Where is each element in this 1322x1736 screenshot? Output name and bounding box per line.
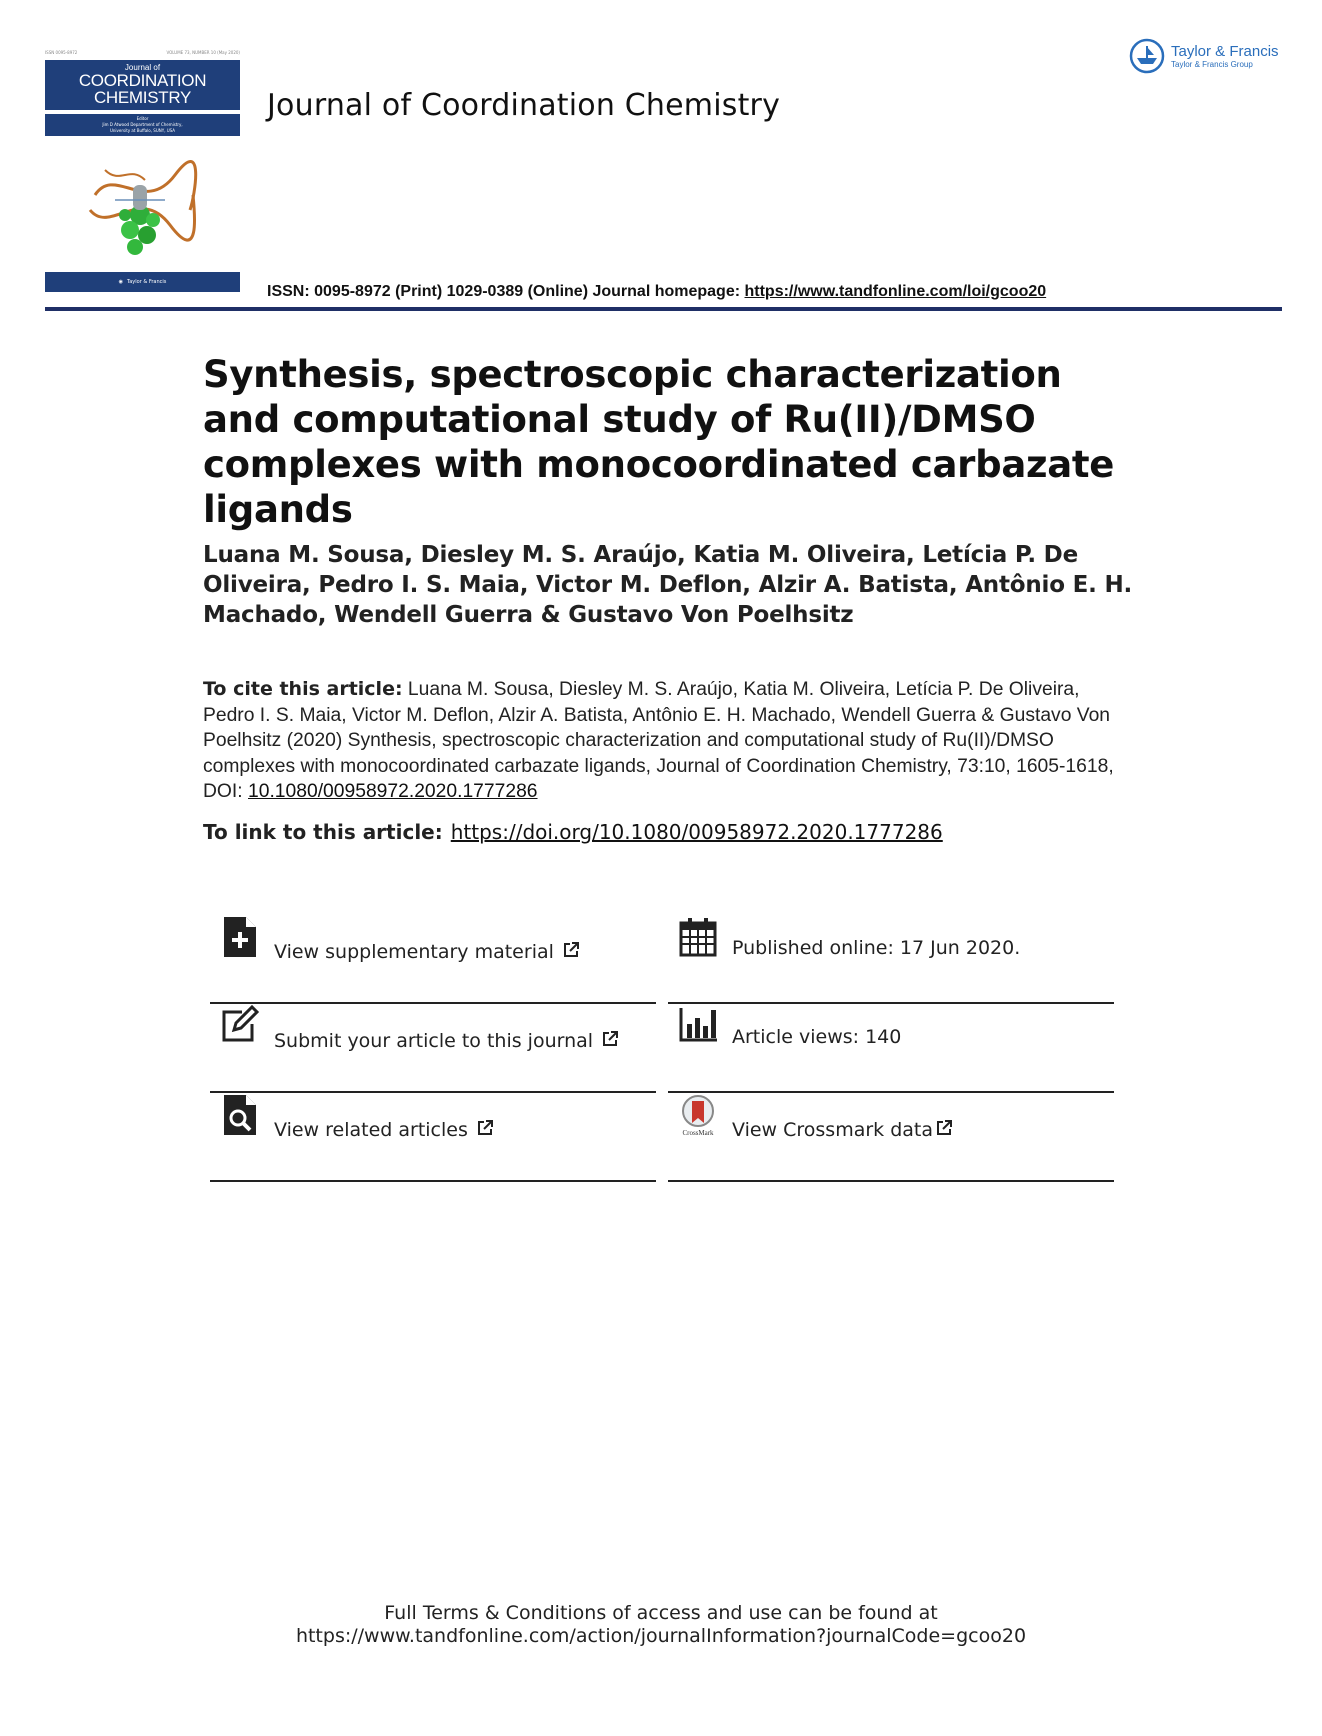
calendar-icon [678, 915, 718, 959]
footer-line-2[interactable]: https://www.tandfonline.com/action/journalInformation?journalCode=gcoo20 [295, 1625, 1027, 1647]
crossmark-icon [678, 1093, 718, 1137]
tf-name: Taylor & Francis [1171, 42, 1279, 60]
taylor-francis-icon [1129, 38, 1165, 74]
article-link-line [203, 820, 943, 844]
journal-title: Journal of Coordination Chemistry [267, 88, 781, 123]
submit-article-text: Submit your article to this journal [274, 1030, 594, 1052]
footer-line-1: Full Terms & Conditions of access and use can be found at [384, 1602, 938, 1624]
doi-link[interactable]: 10.1080/00958972.2020.1777286 [248, 781, 538, 802]
article-title: Synthesis, spectroscopic characterization and computational study of Ru(II)/DMSO complexes with monocoordinated carbazate ligands [203, 353, 1115, 531]
citation-block [203, 677, 1133, 805]
header-rule [45, 307, 1282, 311]
related-articles-text: View related articles [274, 1119, 468, 1141]
edit-icon [220, 1004, 260, 1048]
external-link-icon [562, 941, 580, 959]
external-link-icon [601, 1030, 619, 1048]
cover-coordination: COORDINATION [78, 71, 207, 90]
supplementary-material-row[interactable] [210, 915, 656, 1004]
crossmark-row[interactable] [668, 1093, 1114, 1182]
cover-editor-label: Editor [136, 116, 149, 121]
journal-homepage-link[interactable]: https://www.tandfonline.com/loi/gcoo20 [744, 283, 1047, 300]
supplementary-text: View supplementary material [274, 941, 554, 963]
article-views-label: Article views: 140 [732, 1026, 902, 1048]
tf-group: Taylor & Francis Group [1171, 59, 1253, 69]
cover-publisher-band [45, 272, 240, 292]
cover-issn: ISSN 0095-8972 [45, 50, 78, 55]
molecule-illustration [85, 155, 200, 260]
cover-publisher: Taylor & Francis [127, 279, 167, 285]
search-document-icon [220, 1093, 260, 1137]
external-link-icon [476, 1119, 494, 1137]
crossmark-label [732, 1119, 953, 1141]
link-label: To link to this article: [203, 820, 443, 844]
crossmark-text: View Crossmark data [732, 1119, 934, 1141]
journal-cover [45, 50, 240, 295]
published-online-label: Published online: 17 Jun 2020. [732, 937, 1021, 959]
supplementary-material-label [274, 941, 580, 963]
file-plus-icon [220, 915, 260, 959]
cover-editor-affiliation: University at Buffalo, SUNY, USA [109, 128, 176, 133]
crossmark-caption: CrossMark [682, 1129, 714, 1137]
published-online-row [668, 915, 1114, 1004]
cover-title-band [45, 60, 240, 110]
author-list: Luana M. Sousa, Diesley M. S. Araújo, Katia M. Oliveira, Letícia P. De Oliveira, Pedro I. S. Maia, Victor M. Deflon, Alzir A. Batista, Antônio E. H. Machado, Wendell Guerra & Gustavo Von Poelhsitz [203, 542, 1133, 628]
cover-topline [45, 50, 240, 60]
cover-chemistry: CHEMISTRY [93, 88, 192, 107]
article-views-row [668, 1004, 1114, 1093]
cite-text: Luana M. Sousa, Diesley M. S. Araújo, Katia M. Oliveira, Letícia P. De Oliveira, Pedro I. S. Maia, Victor M. Deflon, Alzir A. Batista, Antônio E. H. Machado, Wendell Guerra & Gustavo Von Poelhsitz (2020) Synthesis, spectroscopic characterization and computational study of Ru(II)/DMSO complexes with monocoordinated carbazate ligands, Journal of Coordination Chemistry, 73:10, 1605-1618, DOI: [203, 679, 1114, 802]
terms-footer [0, 1602, 1322, 1648]
related-articles-label [274, 1119, 494, 1141]
bar-chart-icon [678, 1004, 718, 1048]
cite-label: To cite this article: [203, 678, 403, 700]
submit-article-row[interactable] [210, 1004, 656, 1093]
submit-article-label [274, 1030, 619, 1052]
issn-text: ISSN: 0095-8972 (Print) 1029-0389 (Online) Journal homepage: [267, 283, 745, 300]
cover-volume: VOLUME 73, NUMBER 10 (May 2020) [166, 50, 240, 55]
issn-line [267, 283, 1046, 301]
cover-editor-band [45, 114, 240, 136]
related-articles-row[interactable] [210, 1093, 656, 1182]
cover-tf-icon: ◉ [118, 279, 123, 285]
external-link-icon [935, 1119, 953, 1137]
cover-journal-of: Journal of [124, 63, 161, 72]
article-doi-url[interactable]: https://doi.org/10.1080/00958972.2020.1777286 [450, 820, 943, 844]
cover-editor-name: Jim D Atwood Department of Chemistry, [102, 122, 183, 127]
taylor-francis-logo[interactable] [1129, 38, 1279, 74]
